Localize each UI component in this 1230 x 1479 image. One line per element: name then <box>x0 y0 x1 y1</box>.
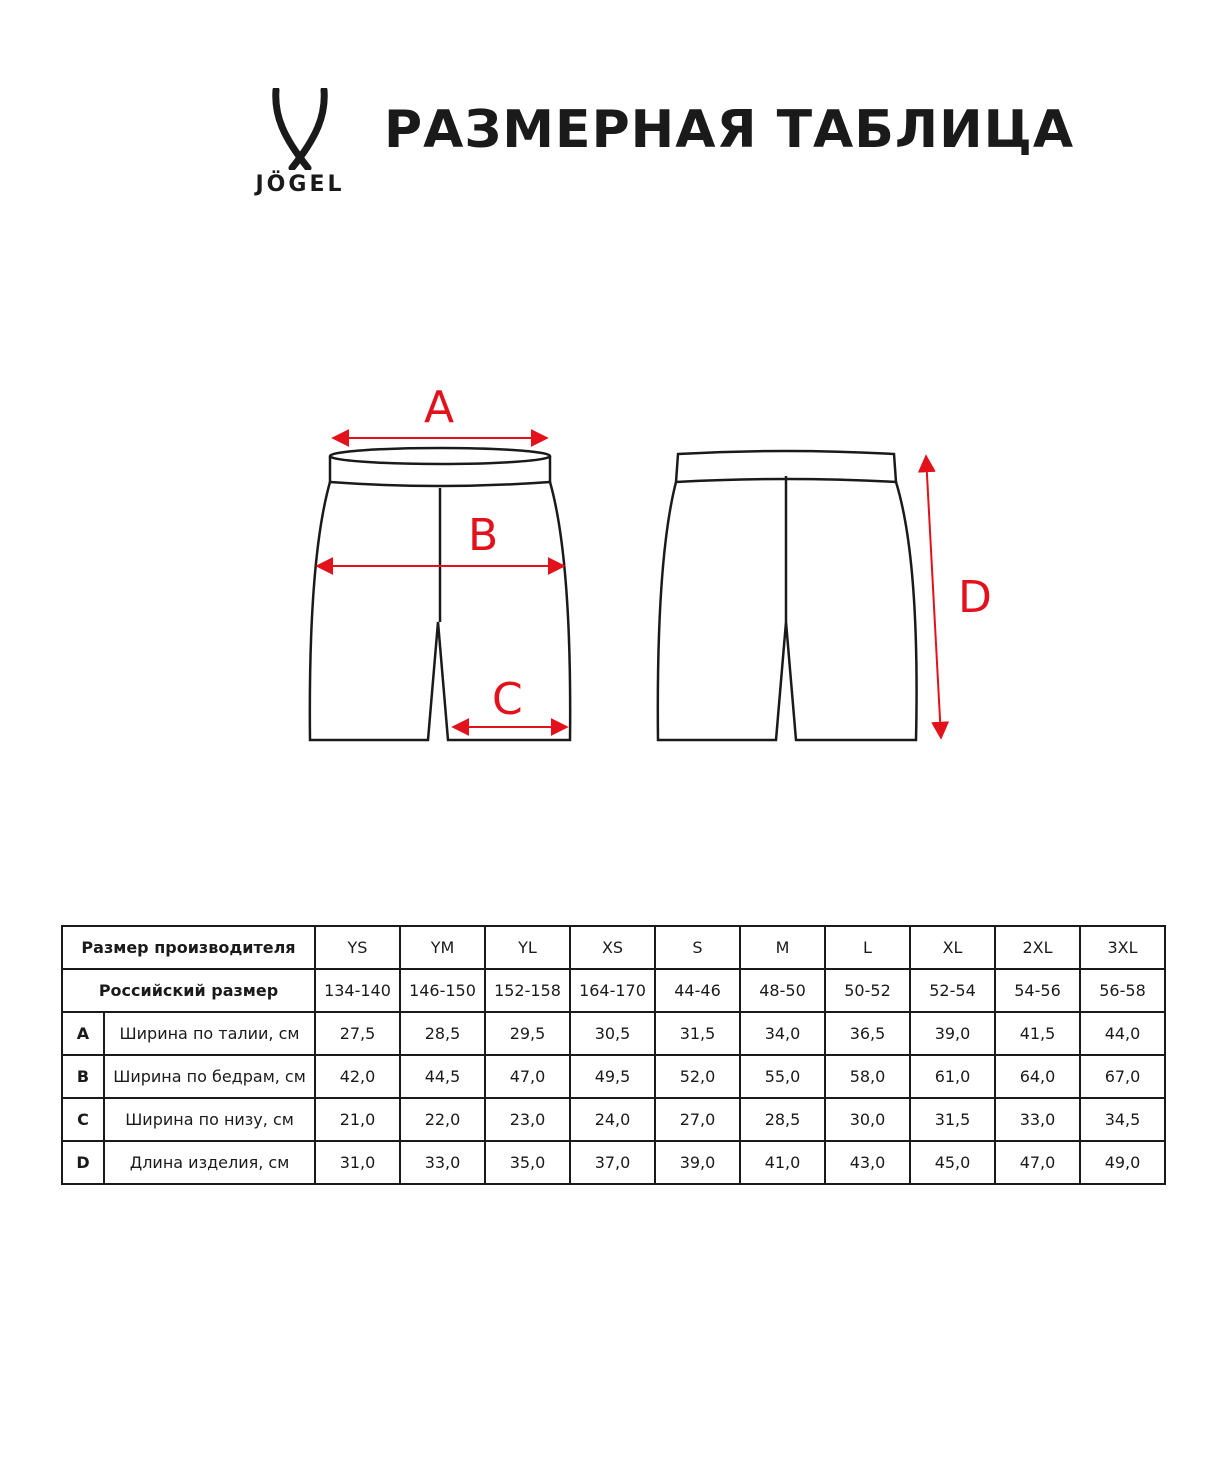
shorts-back-view <box>658 451 917 740</box>
value-cell: 55,0 <box>740 1055 825 1098</box>
value-cell: 29,5 <box>485 1012 570 1055</box>
value-cell: 35,0 <box>485 1141 570 1184</box>
value-cell: 30,0 <box>825 1098 910 1141</box>
value-cell: 67,0 <box>1080 1055 1165 1098</box>
value-cell: 58,0 <box>825 1055 910 1098</box>
russian-size-cell: 44-46 <box>655 969 740 1012</box>
value-cell: 28,5 <box>740 1098 825 1141</box>
row-label: Длина изделия, см <box>104 1141 315 1184</box>
value-cell: 61,0 <box>910 1055 995 1098</box>
russian-size-cell: 50-52 <box>825 969 910 1012</box>
value-cell: 42,0 <box>315 1055 400 1098</box>
row-label: Ширина по бедрам, см <box>104 1055 315 1098</box>
table-row-c <box>62 1098 1165 1141</box>
brand-emblem-icon <box>272 88 328 170</box>
row-letter: D <box>62 1141 104 1184</box>
measure-b-label: B <box>468 510 499 561</box>
value-cell: 45,0 <box>910 1141 995 1184</box>
value-cell: 31,0 <box>315 1141 400 1184</box>
russian-size-cell: 48-50 <box>740 969 825 1012</box>
value-cell: 49,5 <box>570 1055 655 1098</box>
size-table <box>61 925 1166 1185</box>
value-cell: 39,0 <box>655 1141 740 1184</box>
table-row-a <box>62 1012 1165 1055</box>
value-cell: 21,0 <box>315 1098 400 1141</box>
shorts-illustration <box>0 360 1230 780</box>
size-cell: 2XL <box>995 926 1080 969</box>
row-label: Ширина по низу, см <box>104 1098 315 1141</box>
row-label: Ширина по талии, см <box>104 1012 315 1055</box>
value-cell: 23,0 <box>485 1098 570 1141</box>
value-cell: 34,0 <box>740 1012 825 1055</box>
value-cell: 27,0 <box>655 1098 740 1141</box>
shorts-front-view <box>310 448 570 740</box>
maker-size-row <box>62 926 1165 969</box>
size-cell: XL <box>910 926 995 969</box>
value-cell: 41,0 <box>740 1141 825 1184</box>
brand-name: JÖGEL <box>255 172 345 197</box>
value-cell: 28,5 <box>400 1012 485 1055</box>
value-cell: 43,0 <box>825 1141 910 1184</box>
measure-a-label: A <box>424 382 455 433</box>
size-cell: L <box>825 926 910 969</box>
measure-c-label: C <box>492 674 523 725</box>
size-cell: M <box>740 926 825 969</box>
table-row-d <box>62 1141 1165 1184</box>
russian-size-cell: 146-150 <box>400 969 485 1012</box>
value-cell: 31,5 <box>655 1012 740 1055</box>
size-cell: YL <box>485 926 570 969</box>
size-cell: YS <box>315 926 400 969</box>
russian-size-cell: 134-140 <box>315 969 400 1012</box>
measure-d-label: D <box>958 572 992 623</box>
value-cell: 33,0 <box>995 1098 1080 1141</box>
value-cell: 41,5 <box>995 1012 1080 1055</box>
size-cell: XS <box>570 926 655 969</box>
value-cell: 37,0 <box>570 1141 655 1184</box>
value-cell: 24,0 <box>570 1098 655 1141</box>
value-cell: 34,5 <box>1080 1098 1165 1141</box>
row-letter: A <box>62 1012 104 1055</box>
row-letter: C <box>62 1098 104 1141</box>
table-row-b <box>62 1055 1165 1098</box>
front-waistband-top <box>330 448 550 464</box>
russian-size-cell: 56-58 <box>1080 969 1165 1012</box>
russian-size-cell: 152-158 <box>485 969 570 1012</box>
maker-size-header: Размер производителя <box>62 926 315 969</box>
russian-size-row <box>62 969 1165 1012</box>
value-cell: 39,0 <box>910 1012 995 1055</box>
russian-size-cell: 164-170 <box>570 969 655 1012</box>
size-cell: 3XL <box>1080 926 1165 969</box>
brand-logo <box>238 88 362 208</box>
value-cell: 47,0 <box>485 1055 570 1098</box>
russian-size-cell: 54-56 <box>995 969 1080 1012</box>
russian-size-header: Российский размер <box>62 969 315 1012</box>
value-cell: 44,0 <box>1080 1012 1165 1055</box>
value-cell: 22,0 <box>400 1098 485 1141</box>
size-cell: S <box>655 926 740 969</box>
value-cell: 30,5 <box>570 1012 655 1055</box>
value-cell: 52,0 <box>655 1055 740 1098</box>
russian-size-cell: 52-54 <box>910 969 995 1012</box>
value-cell: 64,0 <box>995 1055 1080 1098</box>
measure-d-arrow <box>926 456 941 738</box>
page-title: РАЗМЕРНАЯ ТАБЛИЦА <box>384 100 1075 160</box>
value-cell: 33,0 <box>400 1141 485 1184</box>
value-cell: 49,0 <box>1080 1141 1165 1184</box>
value-cell: 31,5 <box>910 1098 995 1141</box>
size-cell: YM <box>400 926 485 969</box>
shorts-measurement-diagram <box>0 360 1230 780</box>
value-cell: 27,5 <box>315 1012 400 1055</box>
value-cell: 47,0 <box>995 1141 1080 1184</box>
row-letter: B <box>62 1055 104 1098</box>
value-cell: 36,5 <box>825 1012 910 1055</box>
value-cell: 44,5 <box>400 1055 485 1098</box>
